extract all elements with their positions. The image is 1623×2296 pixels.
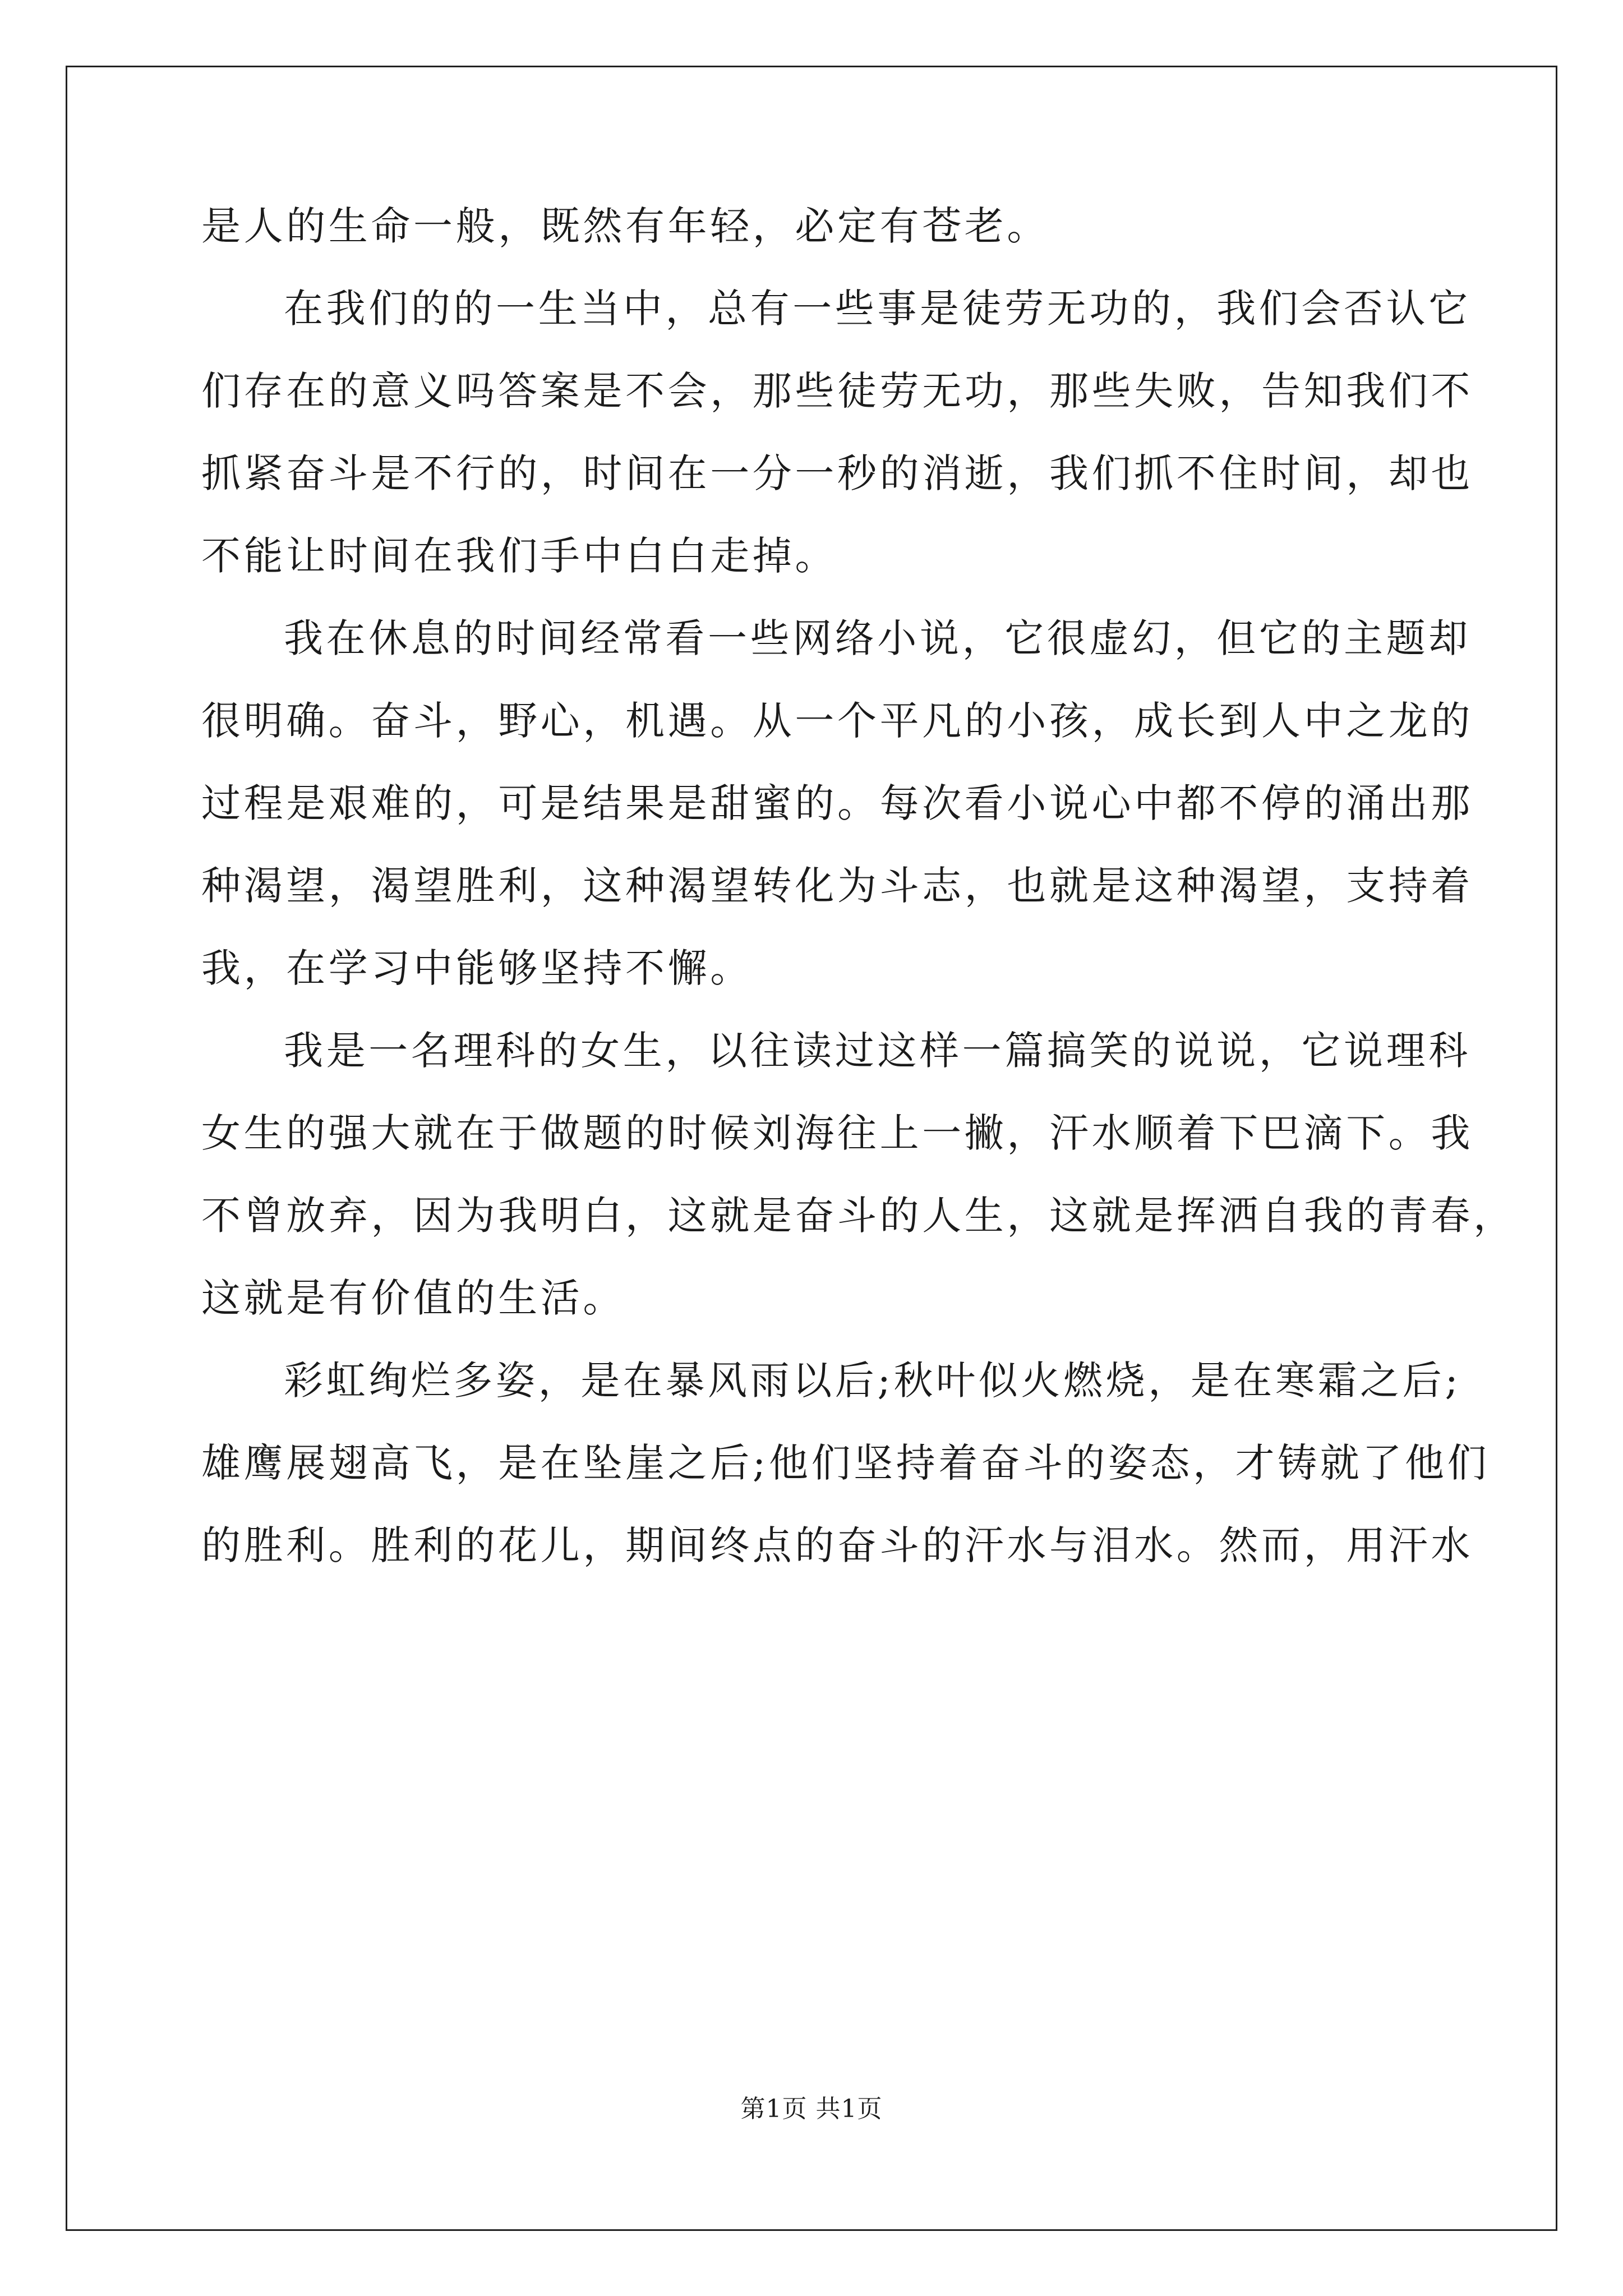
text-line: 雄鹰展翅高飞，是在坠崖之后;他们坚持着奋斗的姿态，才铸就了他们 [201, 1440, 1490, 1486]
paragraph-first-line: 彩虹绚烂多姿，是在暴风雨以后;秋叶似火燃烧，是在寒霜之后; [284, 1358, 1461, 1404]
paragraph-first-line: 在我们的的一生当中，总有一些事是徒劳无功的，我们会否认它 [284, 286, 1471, 332]
text-line: 这就是有价值的生活。 [201, 1275, 625, 1321]
paragraph-first-line: 我是一名理科的女生，以往读过这样一篇搞笑的说说，它说理科 [284, 1028, 1471, 1074]
text-line: 不曾放弃，因为我明白，这就是奋斗的人生，这就是挥洒自我的青春， [201, 1193, 1516, 1239]
text-line: 很明确。奋斗，野心，机遇。从一个平凡的小孩，成长到人中之龙的 [201, 698, 1473, 744]
text-line: 的胜利。胜利的花儿，期间终点的奋斗的汗水与泪水。然而，用汗水 [201, 1522, 1473, 1568]
text-line: 种渴望，渴望胜利，这种渴望转化为斗志，也就是这种渴望，支持着 [201, 863, 1473, 909]
text-line: 不能让时间在我们手中白白走掉。 [201, 533, 837, 579]
text-line: 是人的生命一般，既然有年轻，必定有苍老。 [201, 203, 1049, 249]
text-line: 抓紧奋斗是不行的，时间在一分一秒的消逝，我们抓不住时间，却也 [201, 450, 1473, 496]
text-line: 们存在的意义吗答案是不会，那些徒劳无功，那些失败，告知我们不 [201, 368, 1473, 414]
page-number: 第1页 共1页 [740, 2095, 883, 2123]
paragraph-first-line: 我在休息的时间经常看一些网络小说，它很虚幻，但它的主题却 [284, 615, 1471, 661]
text-line: 过程是艰难的，可是结果是甜蜜的。每次看小说心中都不停的涌出那 [201, 780, 1473, 826]
text-line: 女生的强大就在于做题的时候刘海往上一撇，汗水顺着下巴滴下。我 [201, 1110, 1473, 1156]
text-line: 我，在学习中能够坚持不懈。 [201, 945, 753, 991]
